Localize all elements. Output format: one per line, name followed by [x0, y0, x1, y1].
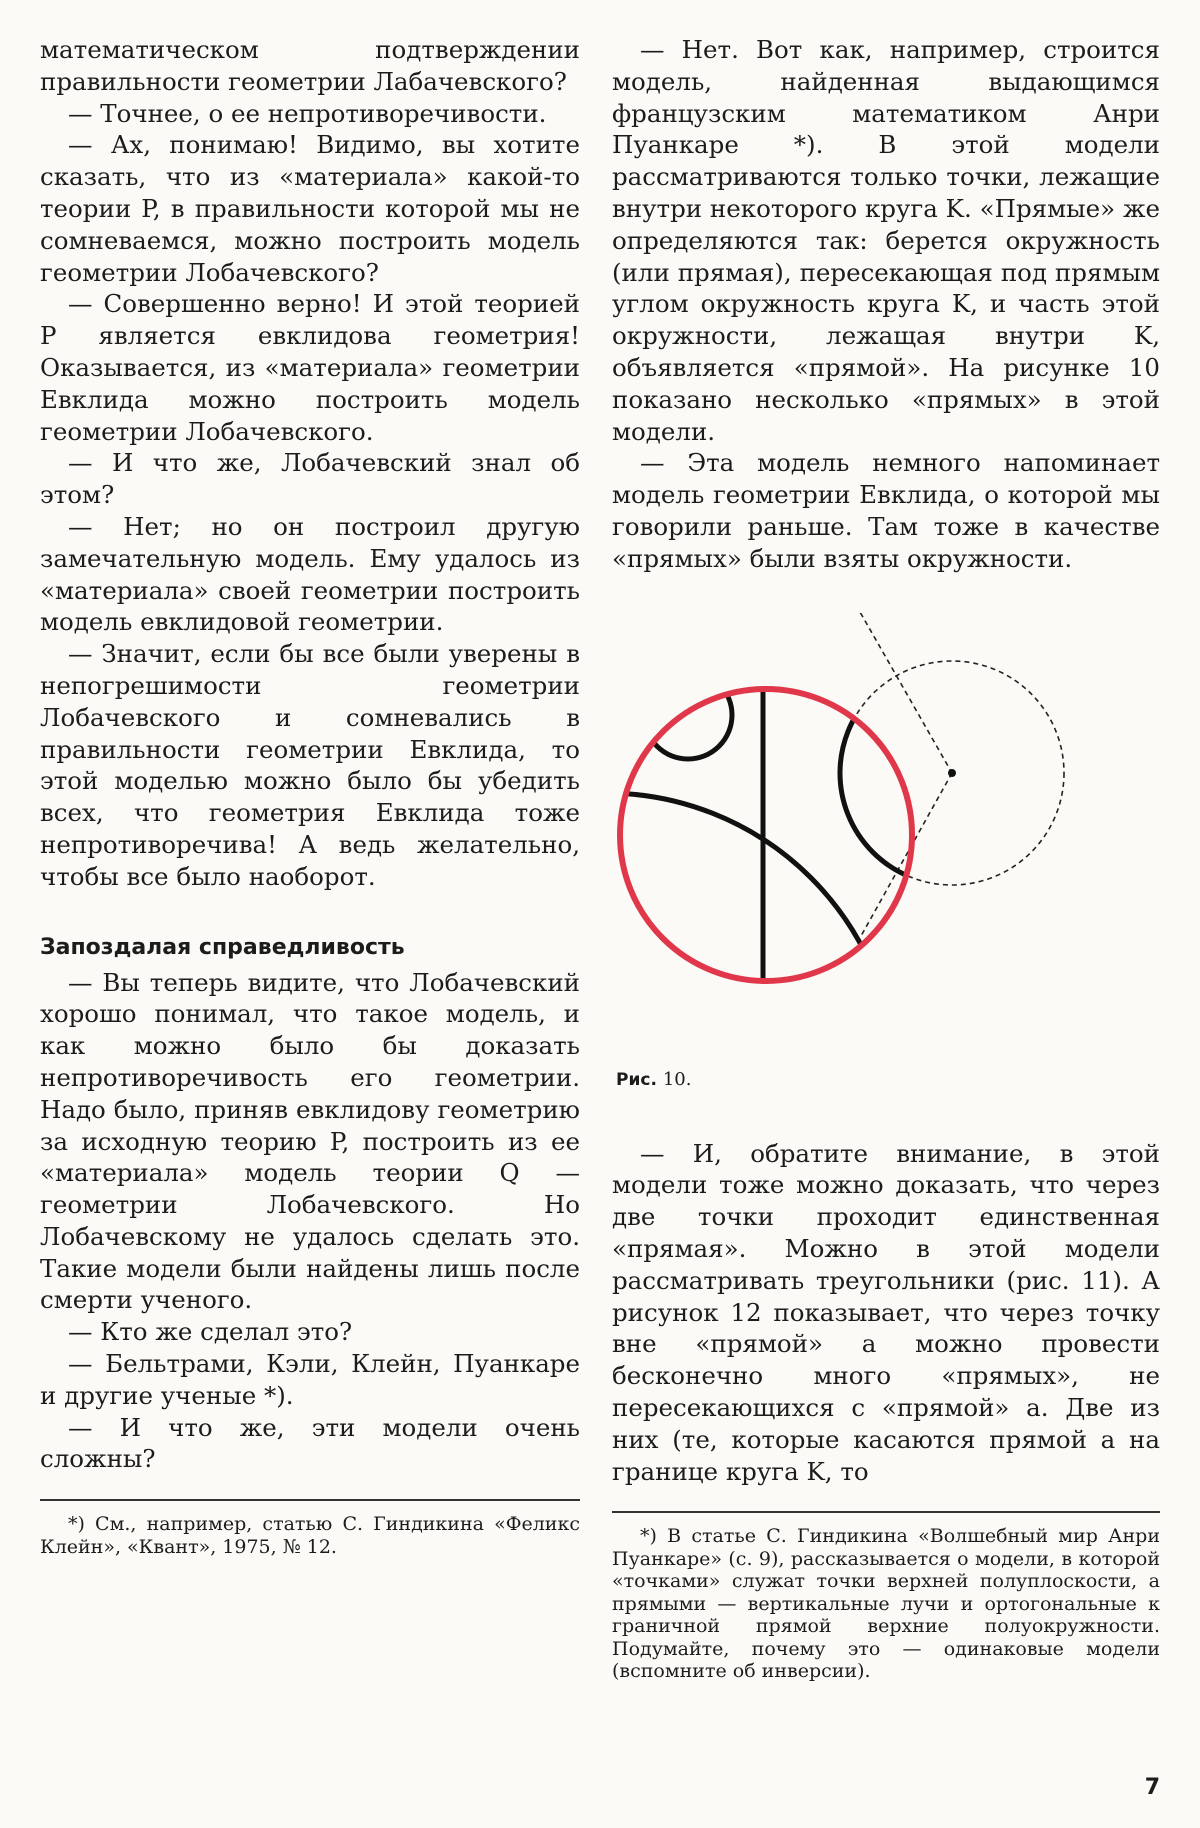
paragraph: — Совершенно верно! И этой теорией P является евклидова геометрия! Оказывается, из «материала» геометрии Евклида можно построить модель геометрии Лобачевского. [40, 289, 580, 446]
poincare-disk-diagram [606, 613, 1166, 1033]
boundary-circle [620, 689, 912, 981]
paragraph: — Эта модель немного напоминает модель геометрии Евклида, о которой мы говорили раньше. Там тоже в качестве «прямых» были взяты окружности. [612, 448, 1160, 573]
tangent-line-upper [856, 613, 952, 773]
paragraph: — Вы теперь видите, что Лобачевский хорошо понимал, что такое модель, и как можно было бы доказать непротиворечивость его геометрии. Надо было, приняв евклидову геометрию за исходную теорию P, построить из ее «материала» модель теории Q — геометрии Лобачевского. Но Лобачевскому не удалось сделать это. Такие модели были найдены лишь после смерти ученого. [40, 967, 580, 1315]
page-number: 7 [1144, 1775, 1160, 1800]
paragraph: — Точнее, о ее непротиворечивости. [68, 98, 547, 128]
section-heading-wrap [40, 933, 580, 963]
left-column [40, 34, 580, 1558]
after-figure-text [612, 1138, 1160, 1488]
figure-10 [612, 613, 1160, 1063]
paragraph: — И, обратите внимание, в этой модели тоже можно доказать, что через две точки проходит единственная «прямая». Можно в этой модели рассматривать треугольники (рис. 11). А рисунок 12 показывает, что через точку вне «прямой» a можно провести бесконечно много «прямых», не пересекающихся с «прямой» a. Две из них (те, которые касаются прямой a на границе круга K, то [612, 1138, 1160, 1486]
section-heading: Запоздалая справедливость [40, 934, 405, 960]
paragraph: — И что же, Лобачевский знал об этом? [40, 448, 580, 510]
caption-number: 10. [662, 1068, 692, 1090]
paragraph: — И что же, эти модели очень сложны? [40, 1412, 580, 1474]
paragraph: — Бельтрами, Кэли, Клейн, Пуанкаре и другие ученые *). [40, 1349, 580, 1410]
footnote: *) В статье С. Гиндикина «Волшебный мир Анри Пуанкаре» (с. 9), рассказывается о модели, в которой «точками» служат точки верхней полуплоскости, а прямыми — вертикальные лучи и ортогональные к граничной прямой верхние полуокружности. Подумайте, почему это — одинаковые модели (вспомните об инверсии). [612, 1525, 1160, 1683]
paragraph: — Кто же сделал это? [68, 1317, 353, 1347]
footnote-rule [40, 1499, 580, 1501]
paragraph: — Нет. Вот как, например, строится модель, найденная выдающимся французским математиком Анри Пуанкаре *). В этой модели рассматриваются только точки, лежащие внутри некоторого круга K. «Прямые» же определяются так: берется окружность (или прямая), пересекающая под прямым углом окружность круга K, и часть этой окружности, лежащая внутри K, объявляется «прямой». На рисунке 10 показано несколько «прямых» в этой модели. [612, 35, 1160, 446]
figure-caption [616, 1069, 1160, 1090]
tangent-line-lower [856, 773, 952, 945]
paragraph: — Значит, если бы все были уверены в непогрешимости геометрии Лобачевского и сомневались в правильности геометрии Евклида, то этой моделью можно было бы убедить всех, что геометрия Евклида тоже непротиворечива! А ведь желательно, чтобы все было наоборот. [40, 639, 580, 891]
center-point [948, 769, 956, 777]
paragraph: — Нет; но он построил другую замечательную модель. Ему удалось из «материала» своей геометрии построить модель евклидовой геометрии. [40, 511, 580, 637]
caption-label: Рис. [616, 1069, 657, 1090]
footnote: *) См., например, статью С. Гиндикина «Феликс Клейн», «Квант», 1975, № 12. [40, 1513, 580, 1558]
paragraph: математическом подтверждении правильности геометрии Лабачевского? [40, 35, 580, 96]
footnote-rule [612, 1511, 1160, 1513]
paragraph: — Ах, понимаю! Видимо, вы хотите сказать, что из «материала» какой-то теории P, в правильности которой мы не сомневаемся, можно построить модель геометрии Лобачевского? [40, 130, 580, 287]
right-column [612, 34, 1160, 1683]
